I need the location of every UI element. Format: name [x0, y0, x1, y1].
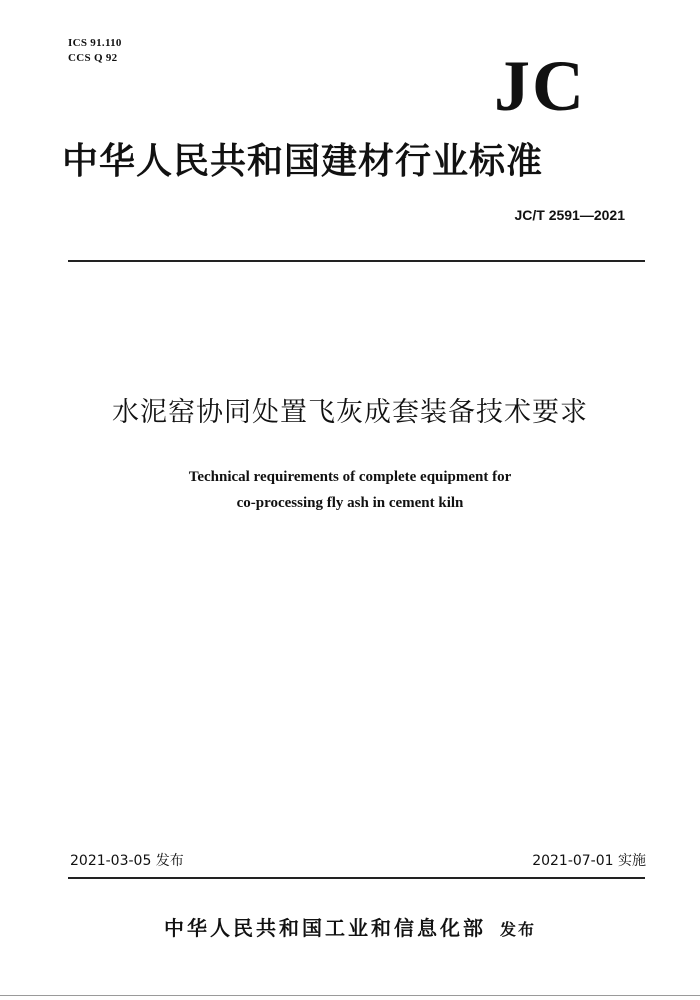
top-divider: [68, 260, 645, 262]
document-title-english: [0, 464, 700, 516]
english-title-line-1: Technical requirements of complete equipment for: [188, 469, 512, 485]
publisher-name: 中华人民共和国工业和信息化部: [163, 916, 486, 940]
ccs-code: CCS Q 92: [68, 52, 118, 64]
english-title-line-2: co-processing fly ash in cement kiln: [236, 495, 464, 511]
implementation-date: 2021-07-01 实施: [532, 853, 646, 869]
document-title-chinese: 水泥窑协同处置飞灰成套装备技术要求: [112, 397, 588, 428]
scan-edge-line: [0, 995, 700, 996]
jc-logo: JC: [494, 46, 586, 126]
classification-codes: [68, 36, 122, 66]
issue-date: 2021-03-05 发布: [70, 853, 184, 869]
publisher: [0, 912, 700, 941]
ics-code: ICS 91.110: [68, 37, 122, 49]
industry-standard-title: 中华人民共和国建材行业标准: [62, 141, 544, 182]
standard-number: JC/T 2591—2021: [514, 207, 625, 223]
bottom-divider: [68, 877, 645, 879]
publisher-suffix: 发布: [499, 920, 536, 939]
